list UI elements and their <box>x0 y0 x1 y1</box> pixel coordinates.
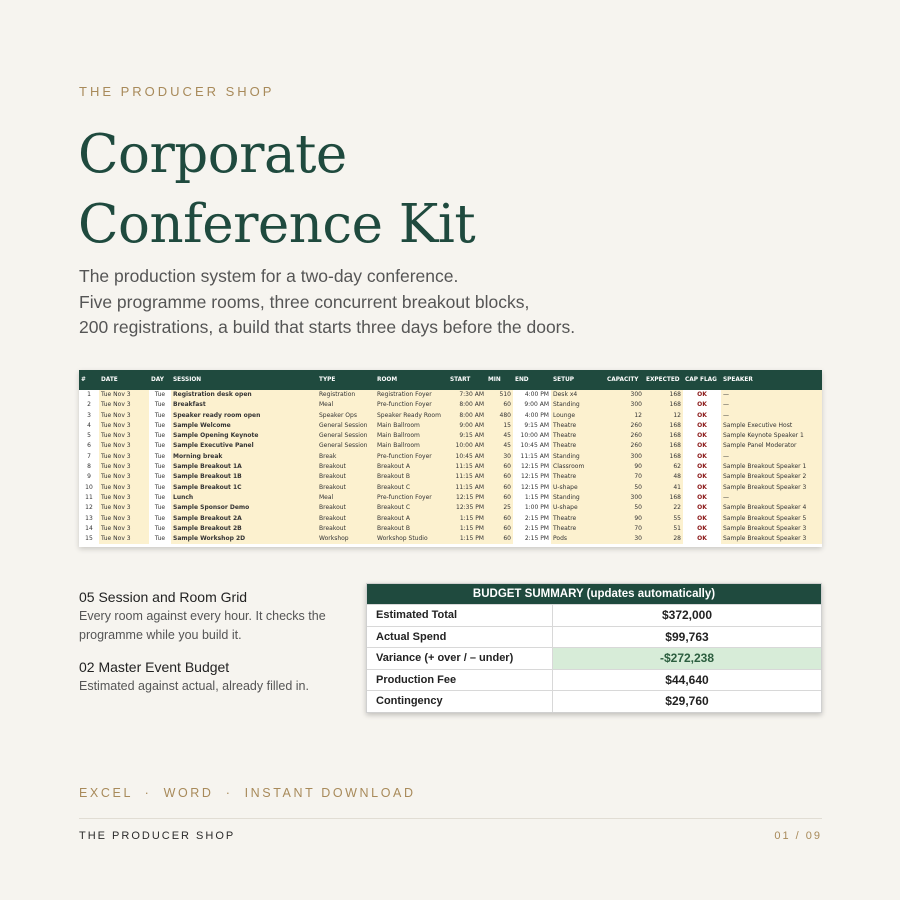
table-cell: Main Ballroom <box>375 441 448 451</box>
table-cell: Tue <box>154 504 166 512</box>
table-cell: 22 <box>644 503 683 513</box>
table-cell: 12:15 PM <box>521 463 549 471</box>
table-cell: Tue <box>154 473 166 481</box>
table-cell: 10:45 AM <box>520 442 549 450</box>
table-cell: 9:00 AM <box>524 401 549 409</box>
table-cell: 90 <box>605 514 644 524</box>
table-cell: 90 <box>605 462 644 472</box>
table-cell: 41 <box>644 483 683 493</box>
table-cell: 6 <box>87 442 91 450</box>
table-cell: OK <box>697 401 707 409</box>
table-cell: 4:00 PM <box>524 411 549 419</box>
table-cell: Breakout C <box>375 483 448 493</box>
table-cell: Morning break <box>171 452 317 462</box>
table-cell: 62 <box>644 462 683 472</box>
budget-value: $44,640 <box>665 672 709 687</box>
table-cell: 8 <box>87 463 91 471</box>
table-cell: 12:15 PM <box>521 473 549 481</box>
table-row <box>79 534 822 544</box>
table-cell: Pods <box>551 534 605 544</box>
table-cell: Tue <box>154 463 166 471</box>
budget-label: Contingency <box>367 691 553 712</box>
table-cell: OK <box>697 411 707 419</box>
table-row <box>79 514 822 524</box>
table-cell: 12:15 PM <box>521 483 549 491</box>
table-cell: 13 <box>85 514 93 522</box>
table-cell: Tue <box>154 483 166 491</box>
table-cell: Sample Breakout Speaker 2 <box>721 472 822 482</box>
table-cell: 168 <box>644 441 683 451</box>
table-cell: — <box>721 400 822 410</box>
table-cell: Tue <box>154 442 166 450</box>
table-cell: Sample Executive Panel <box>171 441 317 451</box>
table-cell: Breakout A <box>375 514 448 524</box>
table-cell: 11:15 AM <box>448 483 486 493</box>
table-cell: 1:15 PM <box>448 524 486 534</box>
table-cell: 510 <box>486 390 513 400</box>
subtitle <box>79 264 799 341</box>
table-row <box>79 524 822 534</box>
table-cell: 70 <box>605 472 644 482</box>
table-cell: Pre-function Foyer <box>375 452 448 462</box>
title-line: Corporate <box>78 124 347 185</box>
column-header-cap-flag: CAP FLAG <box>683 370 721 390</box>
table-cell: Sample Opening Keynote <box>171 431 317 441</box>
column-header-setup: SETUP <box>551 370 605 390</box>
table-cell: Classroom <box>551 462 605 472</box>
table-cell: Pre-function Foyer <box>375 493 448 503</box>
table-cell: 51 <box>644 524 683 534</box>
table-cell: Speaker ready room open <box>171 411 317 421</box>
table-cell: Tue <box>154 535 166 543</box>
table-cell: 11:15 AM <box>448 462 486 472</box>
table-cell: OK <box>697 463 707 471</box>
table-cell: Tue Nov 3 <box>99 441 149 451</box>
table-cell: — <box>721 493 822 503</box>
table-row <box>79 441 822 451</box>
table-cell: Lunch <box>171 493 317 503</box>
table-cell: Sample Welcome <box>171 421 317 431</box>
feature-master-budget <box>79 658 359 696</box>
table-cell: Sample Breakout 2A <box>171 514 317 524</box>
footer-divider <box>79 818 822 819</box>
table-cell: OK <box>697 432 707 440</box>
table-cell: General Session <box>317 421 375 431</box>
table-cell: Sample Breakout Speaker 1 <box>721 462 822 472</box>
table-cell: Sample Breakout Speaker 4 <box>721 503 822 513</box>
table-cell: OK <box>697 421 707 429</box>
table-cell: Theatre <box>551 514 605 524</box>
table-cell: — <box>721 452 822 462</box>
table-cell: 11:15 AM <box>448 472 486 482</box>
table-cell: Tue Nov 3 <box>99 431 149 441</box>
table-row <box>79 421 822 431</box>
table-cell: 12 <box>644 411 683 421</box>
table-cell: Tue Nov 3 <box>99 534 149 544</box>
table-cell: OK <box>697 483 707 491</box>
table-cell: Breakout B <box>375 472 448 482</box>
format-list: EXCEL · WORD · INSTANT DOWNLOAD <box>79 786 416 800</box>
table-cell: Breakout C <box>375 503 448 513</box>
budget-label: Production Fee <box>367 670 553 691</box>
table-cell: Speaker Ops <box>317 411 375 421</box>
table-cell: U-shape <box>551 483 605 493</box>
table-cell: OK <box>697 514 707 522</box>
table-cell: 11 <box>85 493 93 501</box>
table-cell: Sample Breakout 2B <box>171 524 317 534</box>
table-cell: Tue Nov 3 <box>99 452 149 462</box>
table-cell: Breakout A <box>375 462 448 472</box>
table-cell: Sample Panel Moderator <box>721 441 822 451</box>
table-cell: Tue <box>154 432 166 440</box>
table-cell: Break <box>317 452 375 462</box>
table-cell: Sample Breakout Speaker 3 <box>721 483 822 493</box>
table-cell: Tue Nov 3 <box>99 411 149 421</box>
table-cell: Registration desk open <box>171 390 317 400</box>
table-cell: Sample Sponsor Demo <box>171 503 317 513</box>
table-cell: Tue Nov 3 <box>99 421 149 431</box>
table-row <box>79 493 822 503</box>
table-cell: 60 <box>486 462 513 472</box>
table-row <box>79 390 822 400</box>
table-cell: General Session <box>317 441 375 451</box>
table-cell: Breakout <box>317 483 375 493</box>
table-cell: 10:00 AM <box>520 432 549 440</box>
table-cell: Theatre <box>551 421 605 431</box>
feature-description: Estimated against actual, already filled in. <box>79 679 309 693</box>
table-cell: 14 <box>85 524 93 532</box>
budget-summary-card <box>366 583 822 713</box>
table-cell: 260 <box>605 431 644 441</box>
table-body <box>79 390 822 544</box>
table-row <box>79 411 822 421</box>
session-table <box>79 370 822 544</box>
table-cell: 1:15 PM <box>524 493 549 501</box>
table-cell: 260 <box>605 441 644 451</box>
title-line: Conference Kit <box>78 194 476 255</box>
table-cell: Sample Breakout Speaker 5 <box>721 514 822 524</box>
table-cell: 60 <box>486 400 513 410</box>
table-cell: Breakout B <box>375 524 448 534</box>
table-cell: 7:30 AM <box>448 390 486 400</box>
table-cell: 15 <box>85 535 93 543</box>
table-cell: Main Ballroom <box>375 431 448 441</box>
table-cell: 4:00 PM <box>524 391 549 398</box>
table-cell: OK <box>697 391 707 398</box>
table-cell: 5 <box>87 432 91 440</box>
table-row <box>79 462 822 472</box>
table-cell: OK <box>697 493 707 501</box>
table-cell: Tue <box>154 524 166 532</box>
table-cell: 60 <box>486 534 513 544</box>
table-cell: Tue Nov 3 <box>99 462 149 472</box>
table-cell: 12:15 PM <box>448 493 486 503</box>
table-cell: 300 <box>605 493 644 503</box>
table-cell: 45 <box>486 441 513 451</box>
table-cell: 60 <box>486 472 513 482</box>
budget-value-variance: -$272,238 <box>553 648 821 669</box>
column-header-day: DAY <box>149 370 171 390</box>
table-cell: Tue Nov 3 <box>99 503 149 513</box>
table-cell: 60 <box>486 514 513 524</box>
table-row <box>79 483 822 493</box>
page-indicator: 01 / 09 <box>774 830 822 842</box>
table-cell: Standing <box>551 452 605 462</box>
budget-value: $372,000 <box>661 608 713 622</box>
table-cell: Sample Keynote Speaker 1 <box>721 431 822 441</box>
table-cell: OK <box>697 504 707 512</box>
budget-value: $99,763 <box>665 629 709 644</box>
table-cell: Sample Breakout 1A <box>171 462 317 472</box>
table-cell: Tue <box>154 391 166 398</box>
table-cell: 260 <box>605 421 644 431</box>
table-header-row <box>79 370 822 390</box>
table-cell: Theatre <box>551 472 605 482</box>
table-cell: 15 <box>486 421 513 431</box>
table-cell: 9:15 AM <box>448 431 486 441</box>
table-cell: 2:15 PM <box>524 524 549 532</box>
table-cell: Tue <box>154 493 166 501</box>
table-cell: OK <box>697 524 707 532</box>
table-cell: 30 <box>486 452 513 462</box>
table-cell: 2:15 PM <box>524 514 549 522</box>
column-header-session: SESSION <box>171 370 317 390</box>
budget-row-contingency <box>367 690 821 712</box>
table-cell: Breakout <box>317 514 375 524</box>
table-cell: 1 <box>87 391 91 398</box>
table-cell: 10:45 AM <box>448 452 486 462</box>
table-row <box>79 400 822 410</box>
column-header-min: MIN <box>486 370 513 390</box>
table-cell: 4 <box>87 421 91 429</box>
table-cell: Meal <box>317 493 375 503</box>
table-cell: 8:00 AM <box>448 400 486 410</box>
table-cell: Tue <box>154 421 166 429</box>
table-cell: 1:15 PM <box>448 534 486 544</box>
budget-row-variance <box>367 647 821 669</box>
table-cell: Tue Nov 3 <box>99 514 149 524</box>
table-cell: Tue <box>154 452 166 460</box>
table-cell: Tue Nov 3 <box>99 483 149 493</box>
column-header-date: DATE <box>99 370 149 390</box>
table-cell: 9:00 AM <box>448 421 486 431</box>
table-cell: Standing <box>551 400 605 410</box>
budget-label: Actual Spend <box>367 627 553 648</box>
column-header-end: END <box>513 370 551 390</box>
table-cell: OK <box>697 442 707 450</box>
table-cell: 168 <box>644 390 683 400</box>
table-cell: Tue <box>154 401 166 409</box>
budget-row-estimated-total <box>367 604 821 626</box>
table-cell: Speaker Ready Room <box>375 411 448 421</box>
table-cell: Tue Nov 3 <box>99 400 149 410</box>
table-cell: Sample Breakout Speaker 3 <box>721 534 822 544</box>
table-cell: — <box>721 390 822 400</box>
table-cell: Tue Nov 3 <box>99 493 149 503</box>
table-cell: Sample Executive Host <box>721 421 822 431</box>
table-cell: 2 <box>87 401 91 409</box>
budget-label: Estimated Total <box>367 605 553 626</box>
table-cell: Tue <box>154 514 166 522</box>
table-cell: 1:15 PM <box>448 514 486 524</box>
session-grid-preview <box>79 370 822 547</box>
table-cell: 168 <box>644 421 683 431</box>
page-title <box>78 120 475 260</box>
table-cell: 11:15 AM <box>520 452 549 460</box>
subtitle-line: The production system for a two-day conference. <box>79 266 459 286</box>
budget-value: $29,760 <box>665 694 709 708</box>
table-cell: 12 <box>85 504 93 512</box>
table-row <box>79 431 822 441</box>
table-cell: General Session <box>317 431 375 441</box>
table-cell: 55 <box>644 514 683 524</box>
table-cell: 50 <box>605 483 644 493</box>
table-cell: 168 <box>644 452 683 462</box>
column-header-capacity: CAPACITY <box>605 370 644 390</box>
subtitle-line: Five programme rooms, three concurrent breakout blocks, <box>79 291 530 312</box>
table-cell: 28 <box>644 534 683 544</box>
table-cell: 168 <box>644 400 683 410</box>
table-cell: — <box>721 411 822 421</box>
table-cell: Sample Workshop 2D <box>171 534 317 544</box>
table-cell: 12 <box>605 411 644 421</box>
table-cell: Breakout <box>317 472 375 482</box>
table-cell: Theatre <box>551 441 605 451</box>
table-cell: Sample Breakout 1B <box>171 472 317 482</box>
table-cell: Theatre <box>551 431 605 441</box>
table-cell: 300 <box>605 452 644 462</box>
table-cell: Desk x4 <box>551 390 605 400</box>
table-cell: Breakout <box>317 524 375 534</box>
table-cell: 60 <box>486 524 513 534</box>
table-cell: Workshop <box>317 534 375 544</box>
table-cell: OK <box>697 452 707 460</box>
column-header-expected: EXPECTED <box>644 370 683 390</box>
table-cell: 480 <box>486 411 513 421</box>
budget-row-actual-spend <box>367 626 821 648</box>
table-cell: Sample Breakout 1C <box>171 483 317 493</box>
column-header-type: TYPE <box>317 370 375 390</box>
table-cell: Registration Foyer <box>375 390 448 400</box>
table-cell: 8:00 AM <box>448 411 486 421</box>
table-cell: Lounge <box>551 411 605 421</box>
table-cell: 3 <box>87 411 91 419</box>
table-cell: Pre-function Foyer <box>375 400 448 410</box>
subtitle-line: 200 registrations, a build that starts three days before the doors. <box>79 317 576 337</box>
table-row <box>79 452 822 462</box>
table-cell: 168 <box>644 431 683 441</box>
feature-title: 02 Master Event Budget <box>79 659 230 675</box>
table-cell: Breakfast <box>171 400 317 410</box>
table-cell: Standing <box>551 493 605 503</box>
table-row <box>79 472 822 482</box>
budget-label: Variance (+ over / – under) <box>367 648 553 669</box>
table-cell: Tue Nov 3 <box>99 524 149 534</box>
brand-label-top: THE PRODUCER SHOP <box>79 84 275 99</box>
feature-description: Every room against every hour. It checks the programme while you build it. <box>79 609 326 642</box>
table-cell: 7 <box>87 452 91 460</box>
column-header-speaker: SPEAKER <box>721 370 822 390</box>
table-cell: Breakout <box>317 462 375 472</box>
table-cell: 12:35 PM <box>448 503 486 513</box>
column-header-index: # <box>79 370 99 390</box>
table-cell: 2:15 PM <box>524 535 549 543</box>
table-cell: Sample Breakout Speaker 3 <box>721 524 822 534</box>
feature-title: 05 Session and Room Grid <box>79 589 248 605</box>
table-cell: 45 <box>486 431 513 441</box>
table-cell: 60 <box>486 483 513 493</box>
table-cell: Breakout <box>317 503 375 513</box>
table-cell: 300 <box>605 400 644 410</box>
table-cell: Tue <box>154 411 166 419</box>
table-cell: Meal <box>317 400 375 410</box>
table-cell: U-shape <box>551 503 605 513</box>
table-cell: Main Ballroom <box>375 421 448 431</box>
column-header-start: START <box>448 370 486 390</box>
table-cell: Tue Nov 3 <box>99 390 149 400</box>
table-cell: Theatre <box>551 524 605 534</box>
feature-session-grid <box>79 588 359 644</box>
budget-row-production-fee <box>367 669 821 691</box>
table-cell: 168 <box>644 493 683 503</box>
table-cell: 10 <box>85 483 93 491</box>
table-cell: 300 <box>605 390 644 400</box>
table-cell: Registration <box>317 390 375 400</box>
table-cell: 9 <box>87 473 91 481</box>
table-cell: 9:15 AM <box>524 421 549 429</box>
table-cell: 50 <box>605 503 644 513</box>
column-header-room: ROOM <box>375 370 448 390</box>
table-cell: Workshop Studio <box>375 534 448 544</box>
table-cell: OK <box>697 473 707 481</box>
table-cell: 1:00 PM <box>524 504 549 512</box>
table-cell: OK <box>697 535 707 543</box>
table-cell: 30 <box>605 534 644 544</box>
table-cell: 25 <box>486 503 513 513</box>
budget-summary-header: BUDGET SUMMARY (updates automatically) <box>367 584 821 604</box>
table-cell: 60 <box>486 493 513 503</box>
table-cell: 70 <box>605 524 644 534</box>
table-cell: Tue Nov 3 <box>99 472 149 482</box>
brand-label-footer: THE PRODUCER SHOP <box>79 830 236 842</box>
table-cell: 48 <box>644 472 683 482</box>
table-row <box>79 503 822 513</box>
table-cell: 10:00 AM <box>448 441 486 451</box>
